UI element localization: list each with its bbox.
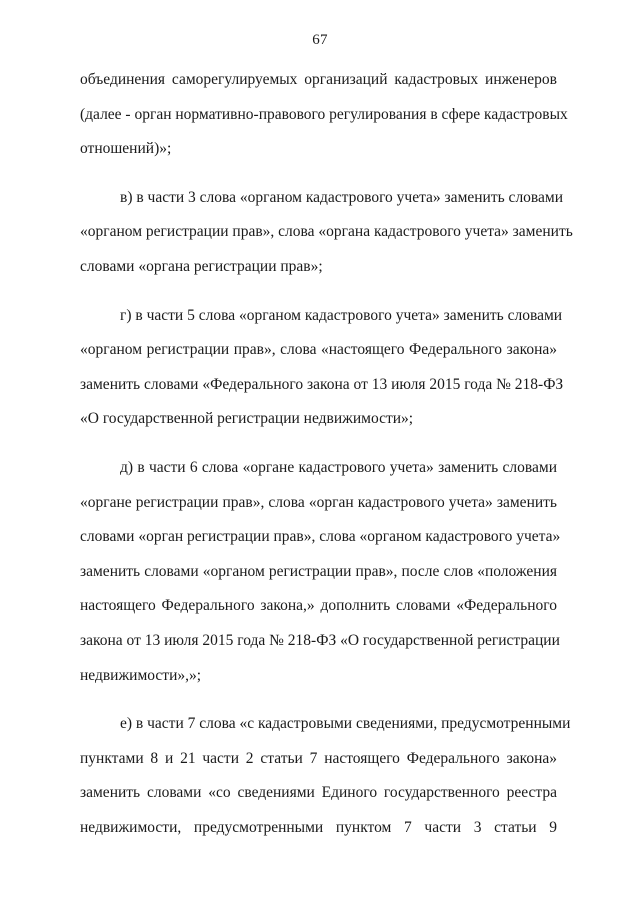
paragraph-item-v <box>80 181 573 285</box>
text-line: словами «органа регистрации прав»; <box>80 257 323 275</box>
text-line: (далее - орган нормативно-правового регулирования в сфере кадастровых <box>80 105 568 123</box>
text-line: объединения саморегулируемых организаций кадастровых инженеров <box>80 71 557 88</box>
text-line: отношений)»; <box>80 140 172 158</box>
text-line: г) в части 5 слова «органом кадастрового учета» заменить словами <box>120 306 563 324</box>
text-line: «органом регистрации прав», слова «органа кадастрового учета» заменить <box>80 223 573 241</box>
text-line: заменить словами «со сведениями Единого государственного реестра <box>80 784 557 802</box>
text-line: в) в части 3 слова «органом кадастрового учета» заменить словами <box>120 188 564 206</box>
paragraph-item-e <box>80 707 571 845</box>
text-line: закона от 13 июля 2015 года № 218-ФЗ «О государственной регистрации <box>80 631 560 649</box>
text-line: заменить словами «органом регистрации прав», после слов «положения <box>80 562 557 580</box>
text-line: «О государственной регистрации недвижимости»; <box>80 410 414 428</box>
text-line: заменить словами «Федерального закона от 13 июля 2015 года № 218-ФЗ <box>80 375 564 393</box>
page-number: 67 <box>312 32 328 48</box>
text-line: настоящего Федерального закона,» дополнить словами «Федерального <box>80 597 557 615</box>
paragraph-item-d <box>80 451 561 693</box>
text-line: недвижимости»,»; <box>80 666 202 684</box>
text-line: е) в части 7 слова «с кадастровыми сведениями, предусмотренными <box>120 715 571 733</box>
text-line: «органе регистрации прав», слова «орган кадастрового учета» заменить <box>80 493 557 511</box>
text-line: «органом регистрации прав», слова «настоящего Федерального закона» <box>80 341 557 359</box>
document-body <box>80 63 573 859</box>
paragraph-continuation <box>80 63 568 167</box>
text-line: словами «орган регистрации прав», слова «органом кадастрового учета» <box>80 528 561 546</box>
text-line: недвижимости, предусмотренными пунктом 7 части 3 статьи 9 <box>80 818 557 836</box>
text-line: д) в части 6 слова «органе кадастрового учета» заменить словами <box>120 458 557 476</box>
text-line: пунктами 8 и 21 части 2 статьи 7 настоящего Федерального закона» <box>80 749 557 767</box>
paragraph-item-g <box>80 299 564 437</box>
